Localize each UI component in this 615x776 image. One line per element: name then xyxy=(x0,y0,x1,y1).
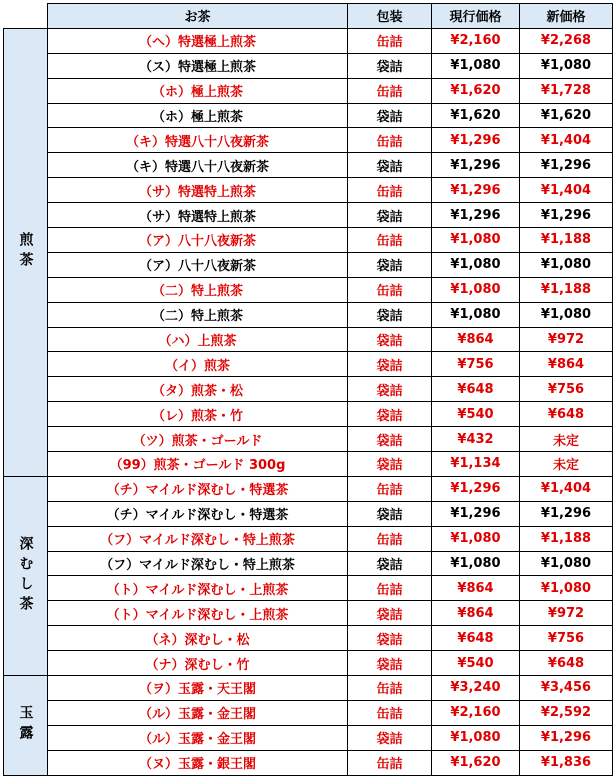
new-price-cell: ¥1,296 xyxy=(520,153,613,178)
table-row xyxy=(4,676,613,701)
new-price-cell: 未定 xyxy=(520,452,613,477)
packaging-cell: 缶詰 xyxy=(348,78,432,103)
header-tea: お茶 xyxy=(48,4,348,29)
table-row xyxy=(4,128,613,153)
packaging-cell: 缶詰 xyxy=(348,476,432,501)
current-price-cell: ¥1,296 xyxy=(432,128,520,153)
new-price-cell: ¥1,080 xyxy=(520,576,613,601)
current-price-cell: ¥1,134 xyxy=(432,452,520,477)
current-price-cell: ¥540 xyxy=(432,402,520,427)
header-packaging: 包装 xyxy=(348,4,432,29)
table-row xyxy=(4,228,613,253)
new-price-cell: ¥1,080 xyxy=(520,551,613,576)
current-price-cell: ¥540 xyxy=(432,651,520,676)
tea-name-cell: （チ）マイルド深むし・特選茶 xyxy=(48,501,348,526)
header-current-price: 現行価格 xyxy=(432,4,520,29)
current-price-cell: ¥1,080 xyxy=(432,277,520,302)
new-price-cell: ¥1,188 xyxy=(520,526,613,551)
current-price-cell: ¥1,620 xyxy=(432,103,520,128)
tea-name-cell: （ホ）極上煎茶 xyxy=(48,78,348,103)
new-price-cell: ¥1,728 xyxy=(520,78,613,103)
current-price-cell: ¥864 xyxy=(432,327,520,352)
tea-name-cell: （キ）特選八十八夜新茶 xyxy=(48,128,348,153)
current-price-cell: ¥1,620 xyxy=(432,750,520,775)
tea-name-cell: （サ）特選特上煎茶 xyxy=(48,203,348,228)
packaging-cell: 袋詰 xyxy=(348,601,432,626)
new-price-cell: ¥1,188 xyxy=(520,277,613,302)
tea-name-cell: （チ）マイルド深むし・特選茶 xyxy=(48,476,348,501)
packaging-cell: 缶詰 xyxy=(348,526,432,551)
tea-name-cell: （レ）煎茶・竹 xyxy=(48,402,348,427)
tea-name-cell: （ア）八十八夜新茶 xyxy=(48,228,348,253)
table-row xyxy=(4,526,613,551)
new-price-cell: ¥1,188 xyxy=(520,228,613,253)
category-label: 煎茶 xyxy=(4,28,48,476)
header-new-price: 新価格 xyxy=(520,4,613,29)
new-price-cell: ¥648 xyxy=(520,402,613,427)
packaging-cell: 袋詰 xyxy=(348,651,432,676)
table-row xyxy=(4,501,613,526)
packaging-cell: 袋詰 xyxy=(348,352,432,377)
current-price-cell: ¥1,296 xyxy=(432,153,520,178)
packaging-cell: 缶詰 xyxy=(348,700,432,725)
tea-name-cell: （ツ）煎茶・ゴールド xyxy=(48,427,348,452)
tea-name-cell: （ハ）上煎茶 xyxy=(48,327,348,352)
tea-name-cell: （ヘ）特選極上煎茶 xyxy=(48,28,348,53)
tea-name-cell: （ト）マイルド深むし・上煎茶 xyxy=(48,576,348,601)
tea-name-cell: （サ）特選特上煎茶 xyxy=(48,178,348,203)
current-price-cell: ¥1,296 xyxy=(432,203,520,228)
new-price-cell: 未定 xyxy=(520,427,613,452)
new-price-cell: ¥1,080 xyxy=(520,252,613,277)
tea-name-cell: （ヌ）玉露・銀王閣 xyxy=(48,750,348,775)
current-price-cell: ¥864 xyxy=(432,601,520,626)
table-row xyxy=(4,427,613,452)
packaging-cell: 缶詰 xyxy=(348,277,432,302)
current-price-cell: ¥1,080 xyxy=(432,252,520,277)
current-price-cell: ¥1,080 xyxy=(432,551,520,576)
table-row xyxy=(4,377,613,402)
header-row xyxy=(4,4,613,29)
table-row xyxy=(4,78,613,103)
table-row xyxy=(4,28,613,53)
current-price-cell: ¥864 xyxy=(432,576,520,601)
category-label: 玉露 xyxy=(4,676,48,776)
packaging-cell: 袋詰 xyxy=(348,377,432,402)
table-row xyxy=(4,103,613,128)
new-price-cell: ¥2,268 xyxy=(520,28,613,53)
current-price-cell: ¥3,240 xyxy=(432,676,520,701)
packaging-cell: 缶詰 xyxy=(348,676,432,701)
tea-name-cell: （キ）特選八十八夜新茶 xyxy=(48,153,348,178)
packaging-cell: 缶詰 xyxy=(348,576,432,601)
new-price-cell: ¥1,296 xyxy=(520,725,613,750)
table-row xyxy=(4,327,613,352)
table-row xyxy=(4,153,613,178)
current-price-cell: ¥1,296 xyxy=(432,501,520,526)
new-price-cell: ¥972 xyxy=(520,601,613,626)
new-price-cell: ¥1,404 xyxy=(520,128,613,153)
tea-name-cell: （二）特上煎茶 xyxy=(48,277,348,302)
new-price-cell: ¥1,404 xyxy=(520,178,613,203)
table-row xyxy=(4,53,613,78)
table-row xyxy=(4,626,613,651)
packaging-cell: 缶詰 xyxy=(348,128,432,153)
current-price-cell: ¥648 xyxy=(432,377,520,402)
packaging-cell: 袋詰 xyxy=(348,252,432,277)
current-price-cell: ¥432 xyxy=(432,427,520,452)
packaging-cell: 袋詰 xyxy=(348,153,432,178)
category-label: 深むし茶 xyxy=(4,476,48,675)
packaging-cell: 袋詰 xyxy=(348,402,432,427)
tea-name-cell: （99）煎茶・ゴールド 300g xyxy=(48,452,348,477)
tea-name-cell: （タ）煎茶・松 xyxy=(48,377,348,402)
packaging-cell: 袋詰 xyxy=(348,53,432,78)
current-price-cell: ¥2,160 xyxy=(432,28,520,53)
new-price-cell: ¥3,456 xyxy=(520,676,613,701)
current-price-cell: ¥1,296 xyxy=(432,476,520,501)
new-price-cell: ¥1,404 xyxy=(520,476,613,501)
tea-name-cell: （ス）特選極上煎茶 xyxy=(48,53,348,78)
current-price-cell: ¥2,160 xyxy=(432,700,520,725)
new-price-cell: ¥1,620 xyxy=(520,103,613,128)
header-blank xyxy=(4,4,48,29)
table-row xyxy=(4,178,613,203)
tea-name-cell: （ア）八十八夜新茶 xyxy=(48,252,348,277)
packaging-cell: 袋詰 xyxy=(348,103,432,128)
table-row xyxy=(4,476,613,501)
packaging-cell: 袋詰 xyxy=(348,327,432,352)
new-price-cell: ¥756 xyxy=(520,377,613,402)
tea-name-cell: （フ）マイルド深むし・特上煎茶 xyxy=(48,526,348,551)
table-body xyxy=(4,28,613,775)
packaging-cell: 袋詰 xyxy=(348,501,432,526)
current-price-cell: ¥1,080 xyxy=(432,228,520,253)
price-table xyxy=(3,3,613,776)
new-price-cell: ¥1,296 xyxy=(520,203,613,228)
table-row xyxy=(4,302,613,327)
tea-name-cell: （二）特上煎茶 xyxy=(48,302,348,327)
new-price-cell: ¥1,080 xyxy=(520,302,613,327)
table-row xyxy=(4,551,613,576)
table-row xyxy=(4,700,613,725)
tea-name-cell: （ル）玉露・金王閣 xyxy=(48,725,348,750)
current-price-cell: ¥648 xyxy=(432,626,520,651)
new-price-cell: ¥1,836 xyxy=(520,750,613,775)
tea-name-cell: （フ）マイルド深むし・特上煎茶 xyxy=(48,551,348,576)
new-price-cell: ¥648 xyxy=(520,651,613,676)
tea-name-cell: （ト）マイルド深むし・上煎茶 xyxy=(48,601,348,626)
new-price-cell: ¥2,592 xyxy=(520,700,613,725)
table-row xyxy=(4,651,613,676)
packaging-cell: 袋詰 xyxy=(348,427,432,452)
packaging-cell: 袋詰 xyxy=(348,452,432,477)
current-price-cell: ¥1,080 xyxy=(432,53,520,78)
packaging-cell: 缶詰 xyxy=(348,228,432,253)
table-row xyxy=(4,252,613,277)
current-price-cell: ¥1,620 xyxy=(432,78,520,103)
new-price-cell: ¥1,080 xyxy=(520,53,613,78)
packaging-cell: 缶詰 xyxy=(348,28,432,53)
new-price-cell: ¥864 xyxy=(520,352,613,377)
table-row xyxy=(4,277,613,302)
packaging-cell: 袋詰 xyxy=(348,725,432,750)
packaging-cell: 袋詰 xyxy=(348,551,432,576)
table-row xyxy=(4,452,613,477)
tea-name-cell: （ヲ）玉露・天王閣 xyxy=(48,676,348,701)
current-price-cell: ¥1,080 xyxy=(432,302,520,327)
tea-name-cell: （ナ）深むし・竹 xyxy=(48,651,348,676)
tea-name-cell: （ネ）深むし・松 xyxy=(48,626,348,651)
current-price-cell: ¥1,296 xyxy=(432,178,520,203)
current-price-cell: ¥1,080 xyxy=(432,526,520,551)
tea-name-cell: （イ）煎茶 xyxy=(48,352,348,377)
table-row xyxy=(4,203,613,228)
packaging-cell: 缶詰 xyxy=(348,750,432,775)
new-price-cell: ¥1,296 xyxy=(520,501,613,526)
table-row xyxy=(4,601,613,626)
packaging-cell: 袋詰 xyxy=(348,302,432,327)
packaging-cell: 袋詰 xyxy=(348,626,432,651)
new-price-cell: ¥756 xyxy=(520,626,613,651)
packaging-cell: 袋詰 xyxy=(348,203,432,228)
table-row xyxy=(4,352,613,377)
table-row xyxy=(4,725,613,750)
table-row xyxy=(4,750,613,775)
new-price-cell: ¥972 xyxy=(520,327,613,352)
packaging-cell: 缶詰 xyxy=(348,178,432,203)
tea-name-cell: （ホ）極上煎茶 xyxy=(48,103,348,128)
current-price-cell: ¥1,080 xyxy=(432,725,520,750)
table-row xyxy=(4,576,613,601)
current-price-cell: ¥756 xyxy=(432,352,520,377)
tea-name-cell: （ル）玉露・金王閣 xyxy=(48,700,348,725)
table-row xyxy=(4,402,613,427)
